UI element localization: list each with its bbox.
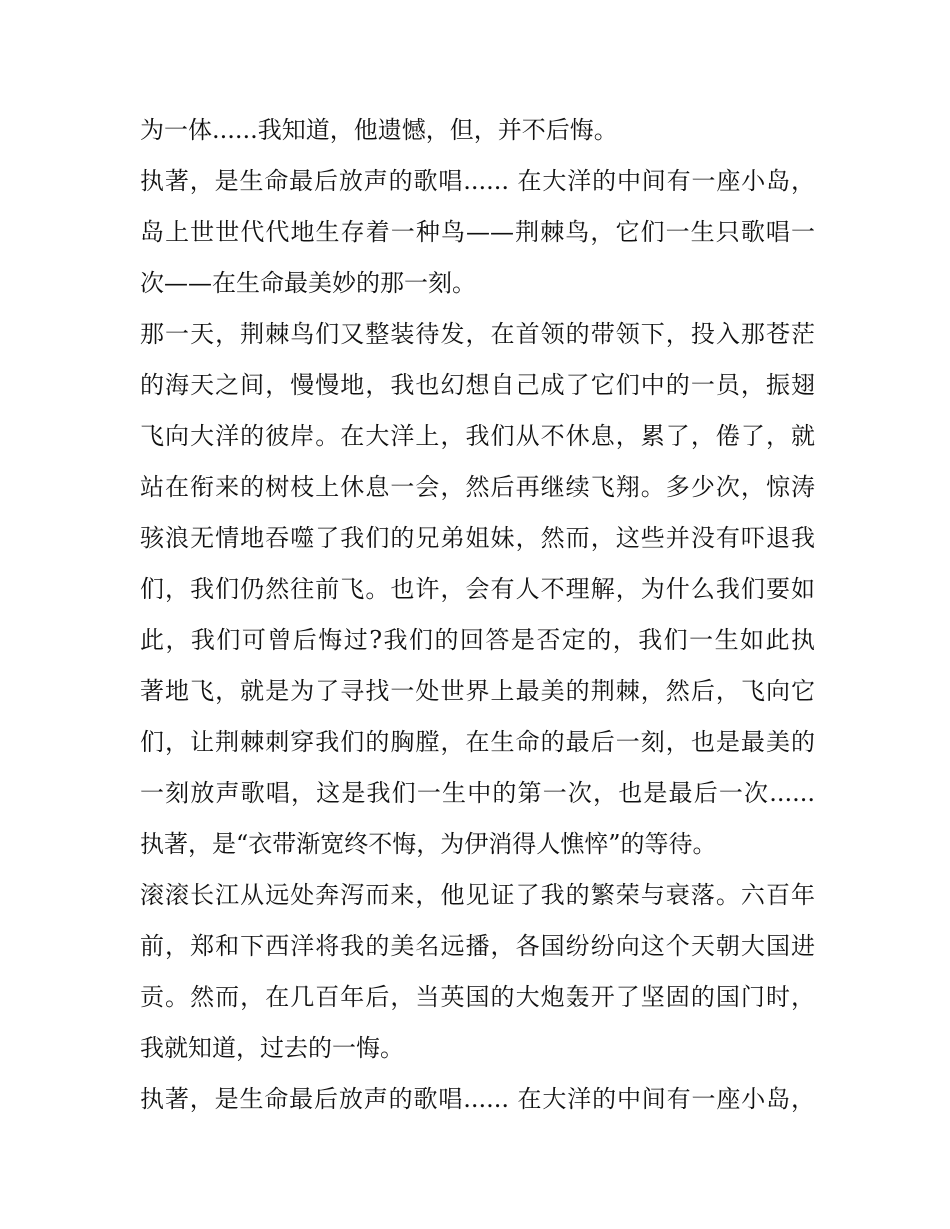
text-line: 滚滚长江从远处奔泻而来，他见证了我的繁荣与衰落。六百年 bbox=[140, 881, 815, 909]
text-line: 执著，是“衣带渐宽终不悔，为伊消得人憔悴”的等待。 bbox=[140, 830, 717, 858]
text-line: 站在衔来的树枝上休息一会，然后再继续飞翔。多少次，惊涛 bbox=[140, 473, 815, 501]
text-line: 为一体......我知道，他遗憾，但，并不后悔。 bbox=[140, 116, 618, 144]
text-line: 次——在生命最美妙的那一刻。 bbox=[140, 269, 476, 297]
text-line: 我就知道，过去的一悔。 bbox=[140, 1034, 404, 1062]
text-line: 骇浪无情地吞噬了我们的兄弟姐妹，然而，这些并没有吓退我 bbox=[140, 524, 815, 552]
text-line: 执著，是生命最后放声的歌唱...... 在大洋的中间有一座小岛， bbox=[140, 1085, 815, 1113]
text-line: 一刻放声歌唱，这是我们一生中的第一次，也是最后一次...... bbox=[140, 779, 815, 807]
text-line: 飞向大洋的彼岸。在大洋上，我们从不休息，累了，倦了，就 bbox=[140, 422, 815, 450]
text-line: 的海天之间，慢慢地，我也幻想自己成了它们中的一员，振翅 bbox=[140, 371, 815, 399]
text-line: 岛上世世代代地生存着一种鸟——荆棘鸟，它们一生只歌唱一 bbox=[140, 218, 815, 246]
text-line: 贡。然而，在几百年后，当英国的大炮轰开了坚固的国门时， bbox=[140, 983, 815, 1011]
text-line: 著地飞，就是为了寻找一处世界上最美的荆棘，然后，飞向它 bbox=[140, 677, 815, 705]
body-text bbox=[140, 105, 815, 1125]
text-line: 那一天，荆棘鸟们又整装待发，在首领的带领下，投入那苍茫 bbox=[140, 320, 815, 348]
text-line: 们，让荆棘刺穿我们的胸膛，在生命的最后一刻，也是最美的 bbox=[140, 728, 815, 756]
text-line: 执著，是生命最后放声的歌唱...... 在大洋的中间有一座小岛， bbox=[140, 167, 815, 195]
text-line: 们，我们仍然往前飞。也许，会有人不理解，为什么我们要如 bbox=[140, 575, 815, 603]
text-line: 此，我们可曾后悔过?我们的回答是否定的，我们一生如此执 bbox=[140, 626, 815, 654]
text-line: 前，郑和下西洋将我的美名远播，各国纷纷向这个天朝大国进 bbox=[140, 932, 815, 960]
